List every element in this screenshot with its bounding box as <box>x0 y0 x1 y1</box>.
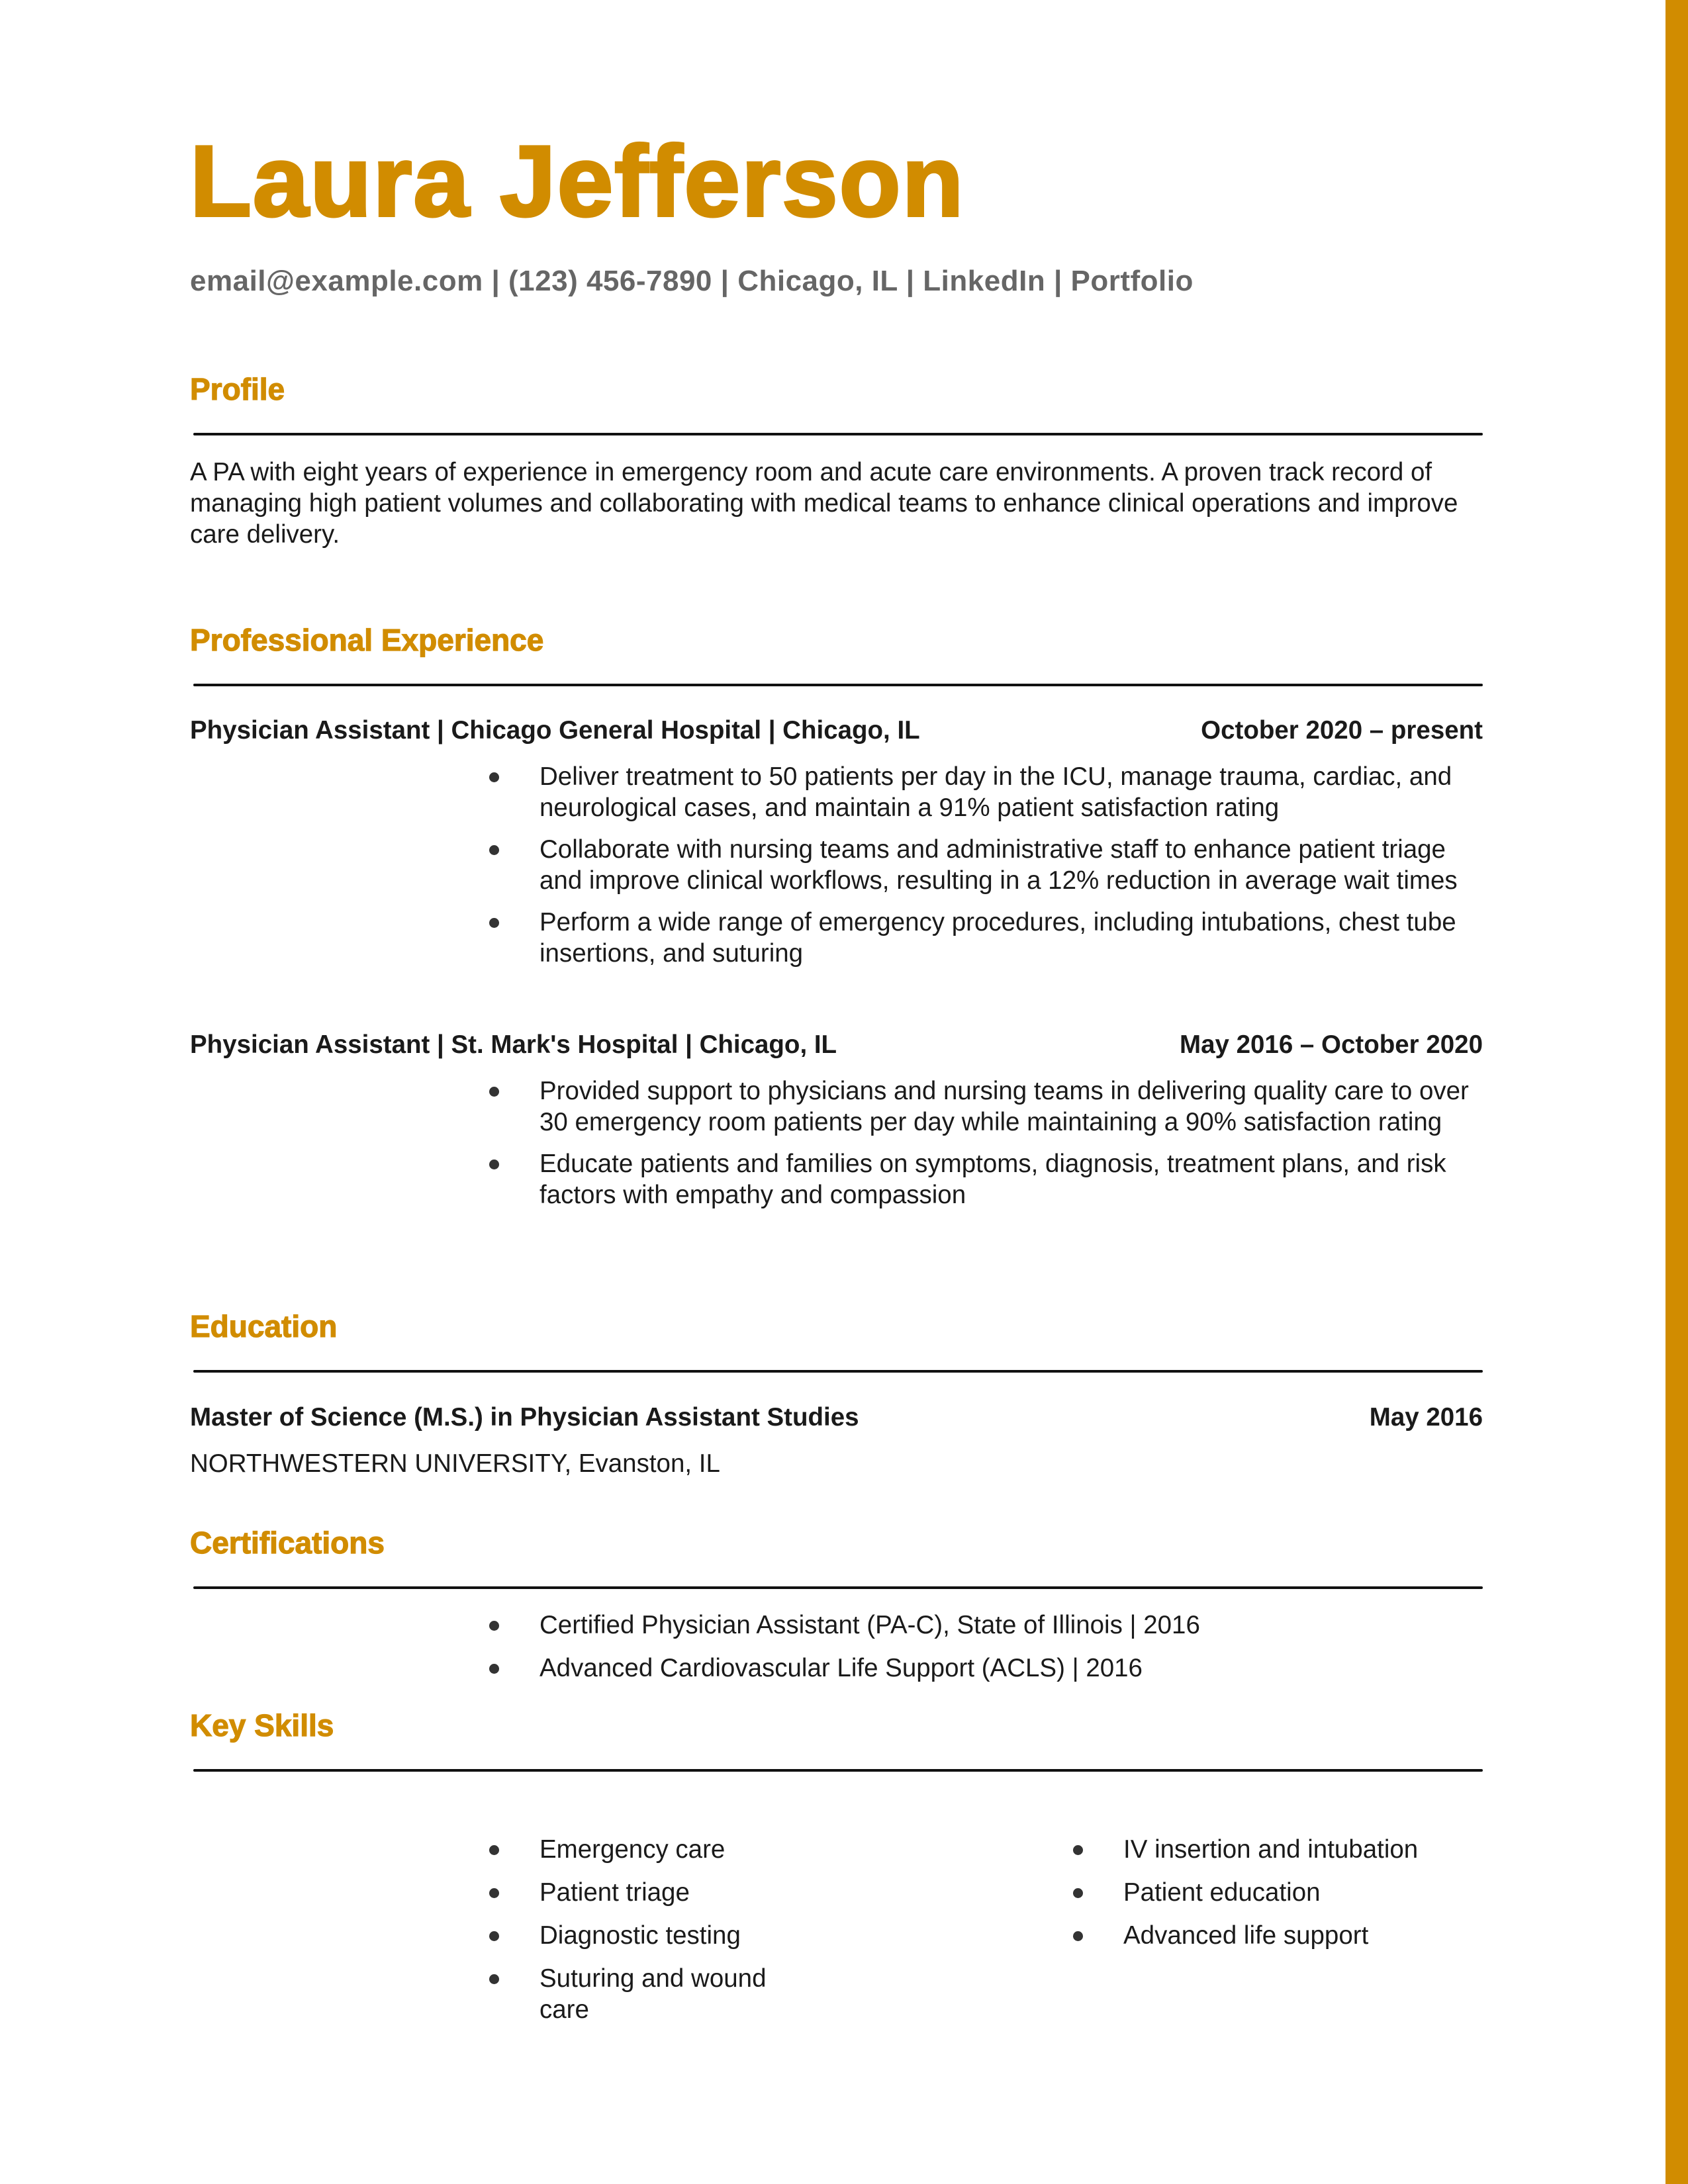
job-title-line: Physician Assistant | St. Mark's Hospital | Chicago, IL <box>190 1030 837 1059</box>
section-divider <box>193 1586 1483 1589</box>
section-divider <box>193 684 1483 686</box>
bullet-icon <box>489 1621 499 1631</box>
job-bullet-list <box>487 1075 1483 1210</box>
section-title-education: Education <box>190 1309 338 1343</box>
section-divider <box>193 1370 1483 1373</box>
candidate-name: Laura Jefferson <box>190 125 965 238</box>
skills-column-left <box>487 1834 778 2025</box>
list-item: Educate patients and families on symptoms, diagnosis, treatment plans, and risk factors with empathy and compassion <box>487 1148 1483 1210</box>
right-accent-bar <box>1665 0 1688 2184</box>
bullet-icon <box>489 1888 499 1898</box>
section-title-skills: Key Skills <box>190 1708 334 1743</box>
contact-linkedin-link[interactable]: LinkedIn <box>923 265 1046 297</box>
job-dates: May 2016 – October 2020 <box>1180 1030 1483 1059</box>
bullet-icon <box>489 1664 499 1674</box>
contact-separator: | <box>720 265 729 297</box>
contact-separator: | <box>906 265 915 297</box>
list-item: Advanced Cardiovascular Life Support (ACLS) | 2016 <box>487 1653 1483 1684</box>
section-divider <box>193 433 1483 435</box>
list-item: Patient education <box>1070 1877 1483 1908</box>
contact-location: Chicago, IL <box>737 265 898 297</box>
list-item: Deliver treatment to 50 patients per day in the ICU, manage trauma, cardiac, and neurological cases, and maintain a 91% patient satisfaction rating <box>487 761 1483 823</box>
section-title-experience: Professional Experience <box>190 623 544 657</box>
section-divider <box>193 1769 1483 1772</box>
list-item: IV insertion and intubation <box>1070 1834 1483 1865</box>
bullet-icon <box>1073 1931 1083 1941</box>
contact-phone: (123) 456-7890 <box>508 265 712 297</box>
contact-portfolio-link[interactable]: Portfolio <box>1070 265 1194 297</box>
bullet-icon <box>489 1160 499 1169</box>
skills-column-right <box>1070 1834 1483 1951</box>
profile-summary: A PA with eight years of experience in emergency room and acute care environments. A proven track record of managing high patient volumes and collaborating with medical teams to enhance clinical operations and improve care delivery. <box>190 458 1458 549</box>
list-item: Perform a wide range of emergency procedures, including intubations, chest tube insertions, and suturing <box>487 907 1483 969</box>
contact-email[interactable]: email@example.com <box>190 265 483 297</box>
bullet-icon <box>489 918 499 928</box>
list-item: Suturing and wound care <box>487 1963 778 2025</box>
degree-date: May 2016 <box>1369 1403 1483 1432</box>
bullet-icon <box>489 1087 499 1097</box>
list-item: Diagnostic testing <box>487 1920 778 1951</box>
list-item: Patient triage <box>487 1877 778 1908</box>
bullet-icon <box>489 772 499 782</box>
section-title-certifications: Certifications <box>190 1525 385 1560</box>
job-title-line: Physician Assistant | Chicago General Hospital | Chicago, IL <box>190 716 920 745</box>
contact-separator: | <box>491 265 500 297</box>
education-school: NORTHWESTERN UNIVERSITY, Evanston, IL <box>190 1449 720 1478</box>
job-heading <box>190 1030 1483 1060</box>
bullet-icon <box>489 845 499 855</box>
list-item: Emergency care <box>487 1834 778 1865</box>
job-bullet-list <box>487 761 1483 969</box>
degree-name: Master of Science (M.S.) in Physician Assistant Studies <box>190 1403 859 1432</box>
list-item: Provided support to physicians and nursing teams in delivering quality care to over 30 emergency room patients per day while maintaining a 90% satisfaction rating <box>487 1075 1483 1138</box>
job-heading <box>190 716 1483 745</box>
bullet-icon <box>489 1931 499 1941</box>
contact-line <box>190 265 1194 298</box>
bullet-icon <box>489 1974 499 1984</box>
list-item: Collaborate with nursing teams and administrative staff to enhance patient triage and improve clinical workflows, resulting in a 12% reduction in average wait times <box>487 834 1483 896</box>
bullet-icon <box>1073 1845 1083 1855</box>
certification-list <box>487 1610 1483 1684</box>
bullet-icon <box>1073 1888 1083 1898</box>
list-item: Advanced life support <box>1070 1920 1483 1951</box>
bullet-icon <box>489 1845 499 1855</box>
contact-separator: | <box>1053 265 1062 297</box>
section-title-profile: Profile <box>190 372 285 406</box>
list-item: Certified Physician Assistant (PA-C), State of Illinois | 2016 <box>487 1610 1483 1641</box>
job-dates: October 2020 – present <box>1201 716 1483 745</box>
education-degree-line <box>190 1403 1483 1432</box>
